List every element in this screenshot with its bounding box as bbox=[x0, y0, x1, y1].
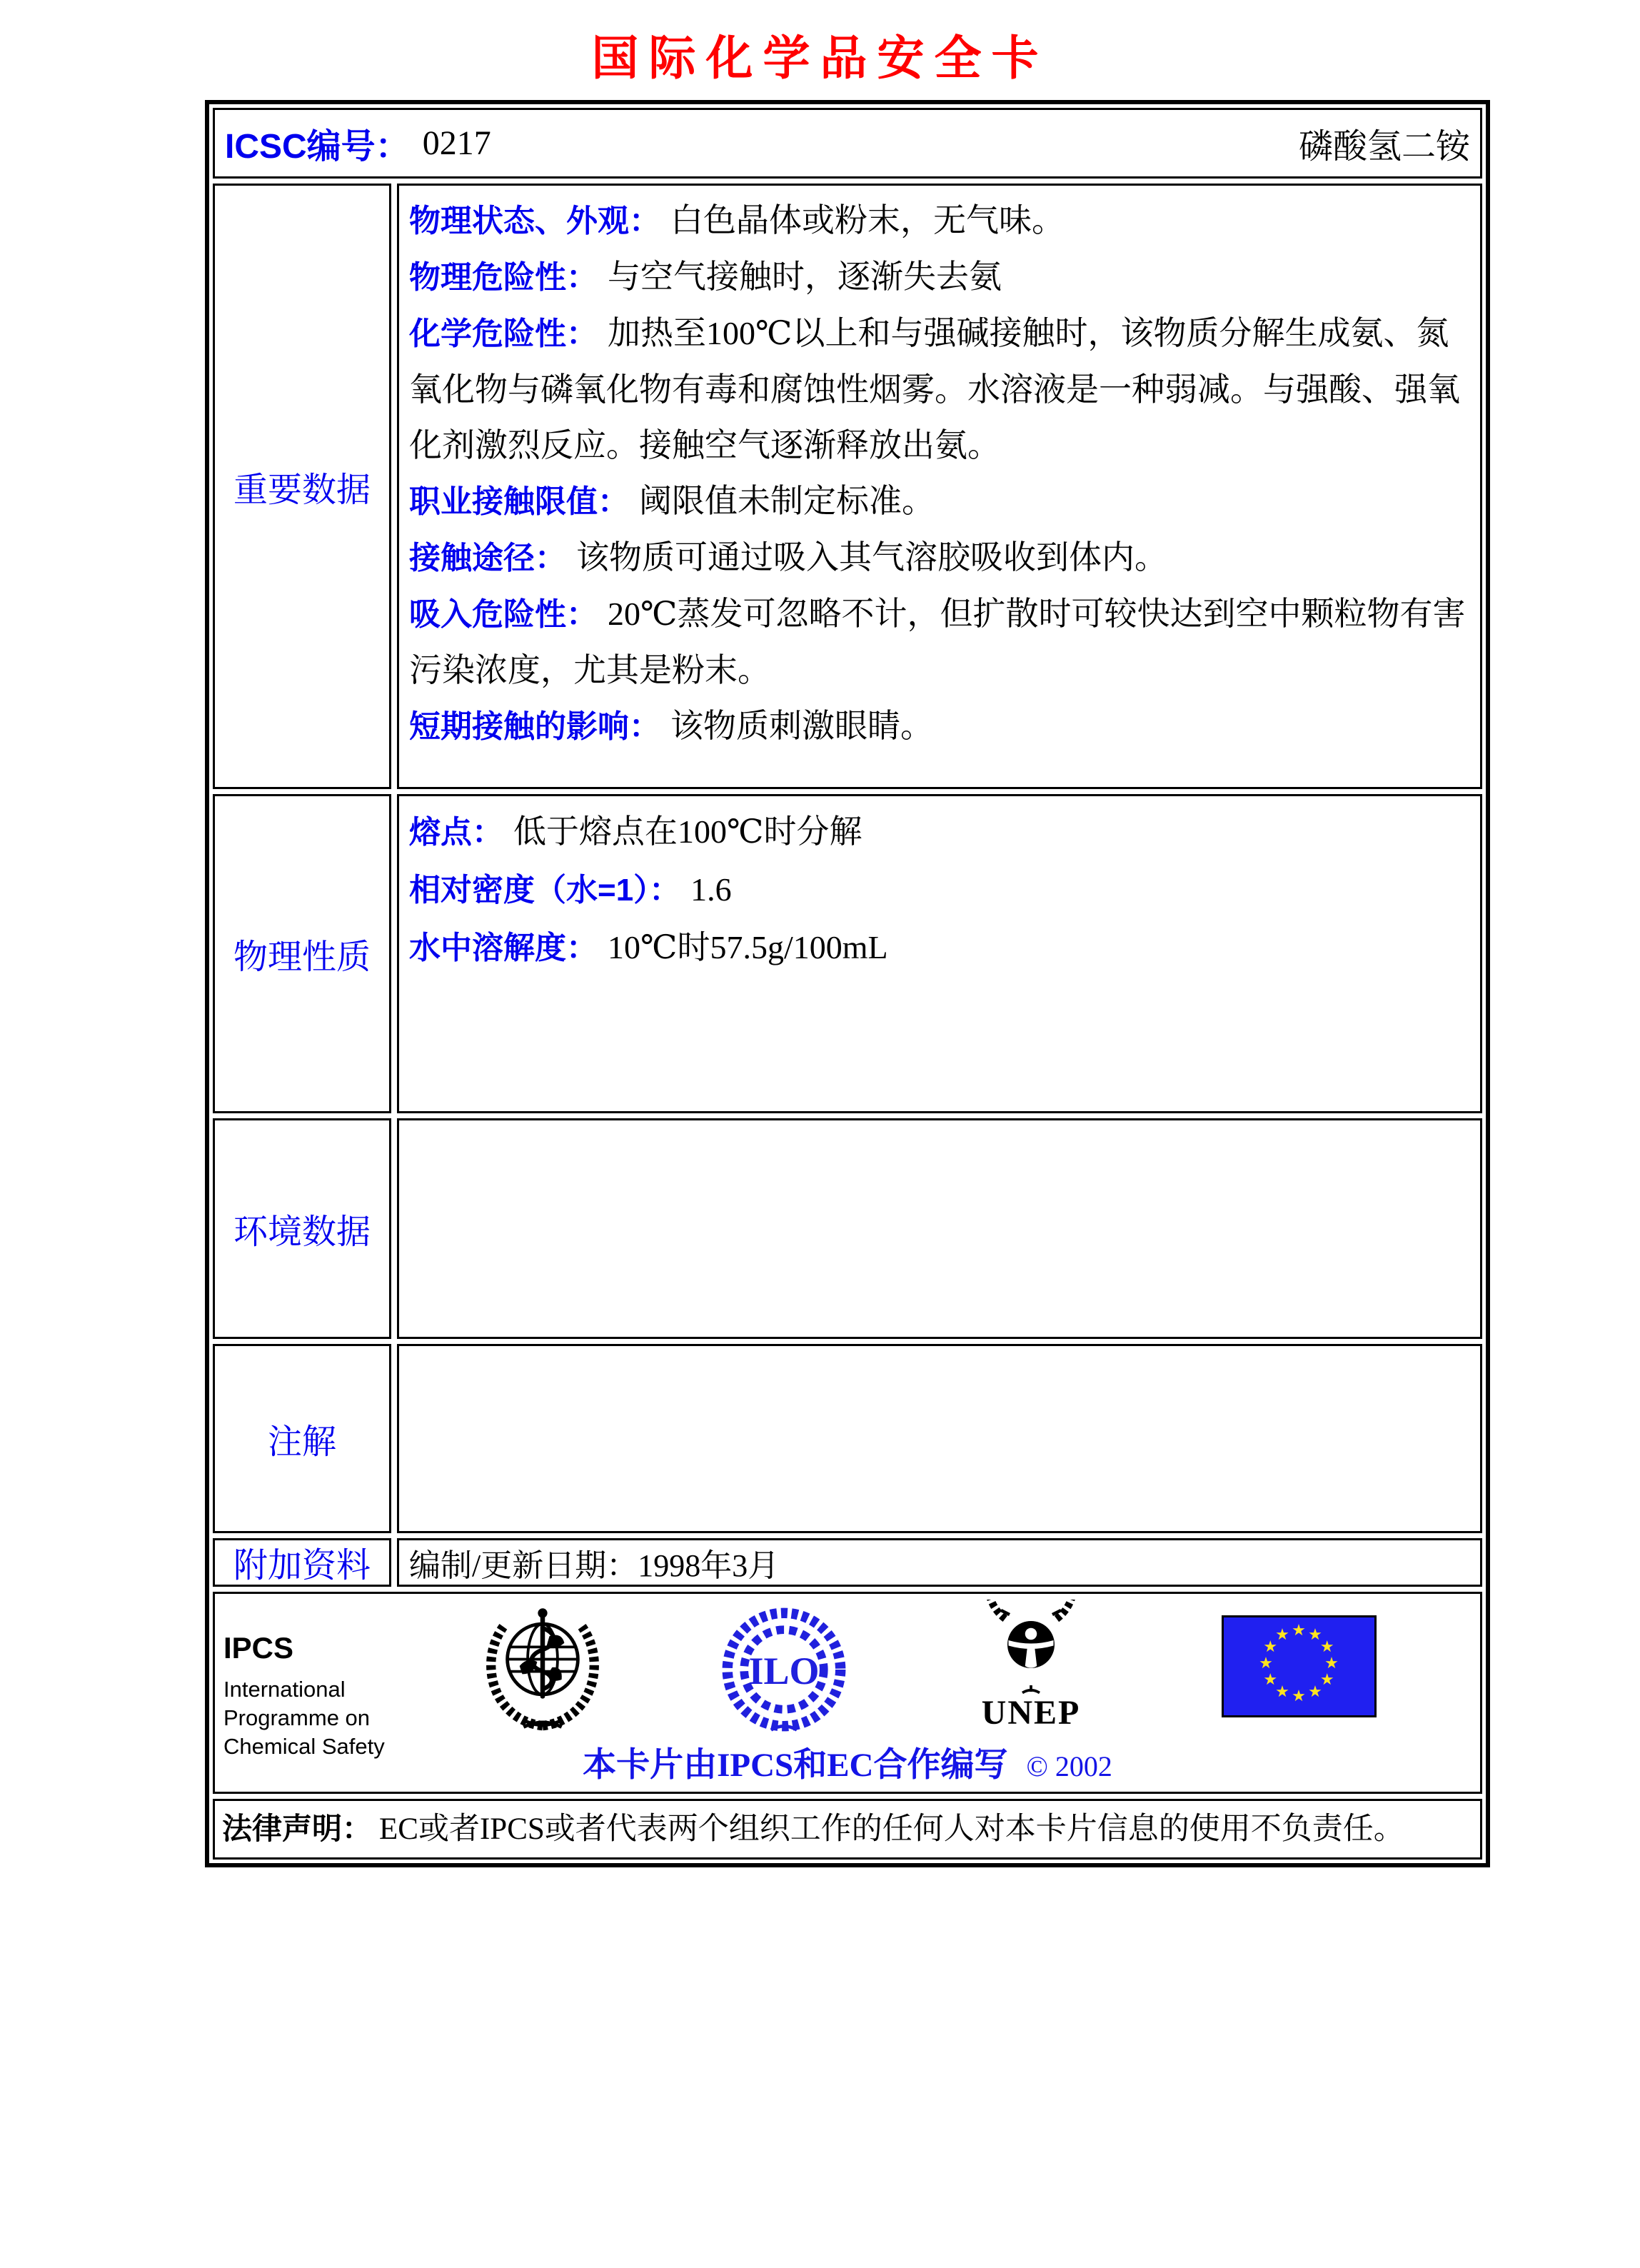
section-notes bbox=[213, 1344, 1482, 1533]
data-item bbox=[409, 473, 1470, 530]
notes-label: 注解 bbox=[213, 1344, 391, 1533]
item-value: 加热至100℃以上和与强碱接触时，该物质分解生成氨、氮氧化物与磷氧化物有毒和腐蚀性烟雾。水溶液是一种弱减。与强酸、强氧化剂激烈反应。接触空气逐渐释放出氨。 bbox=[409, 315, 1460, 464]
important-data-label: 重要数据 bbox=[213, 184, 391, 788]
item-value: 1.6 bbox=[690, 870, 732, 908]
header-cell bbox=[213, 108, 1482, 179]
eu-flag-icon bbox=[1222, 1615, 1377, 1717]
legal-text: EC或者IPCS或者代表两个组织工作的任何人对本卡片信息的使用不负责任。 bbox=[379, 1812, 1404, 1846]
section-environmental-data bbox=[213, 1118, 1482, 1339]
svg-text:★: ★ bbox=[1275, 1682, 1289, 1701]
ipcs-line: Chemical Safety bbox=[223, 1733, 385, 1759]
legal-row bbox=[213, 1799, 1482, 1860]
physical-properties-label: 物理性质 bbox=[213, 794, 391, 1113]
chemical-name: 磷酸氢二铵 bbox=[1298, 128, 1470, 166]
icsc-number-value: 0217 bbox=[422, 124, 491, 163]
section-important-data bbox=[213, 184, 1482, 788]
data-item bbox=[409, 306, 1470, 473]
item-value: 该物质刺激眼睛。 bbox=[670, 708, 933, 745]
item-key: 化学危险性： bbox=[409, 316, 598, 352]
item-value: 白色晶体或粉末，无气味。 bbox=[670, 202, 1065, 239]
who-logo-icon bbox=[475, 1598, 610, 1737]
item-value: 10℃时57.5g/100mL bbox=[608, 928, 888, 965]
item-key: 物理状态、外观： bbox=[409, 204, 660, 239]
data-item bbox=[409, 803, 1470, 861]
item-value: 与空气接触时，逐渐失去氨 bbox=[608, 259, 1002, 296]
notes-content bbox=[397, 1344, 1482, 1533]
copyright-text: © 2002 bbox=[1026, 1750, 1112, 1782]
environmental-data-label: 环境数据 bbox=[213, 1118, 391, 1339]
svg-text:★: ★ bbox=[1319, 1670, 1334, 1689]
data-item bbox=[409, 530, 1470, 586]
safety-card bbox=[205, 100, 1490, 1867]
svg-text:★: ★ bbox=[1263, 1670, 1278, 1689]
additional-info-content bbox=[397, 1538, 1482, 1587]
data-item bbox=[409, 193, 1470, 249]
ilo-letters: ILO bbox=[748, 1649, 820, 1692]
unep-label: UNEP bbox=[981, 1693, 1081, 1732]
svg-text:★: ★ bbox=[1324, 1654, 1339, 1672]
item-key: 水中溶解度： bbox=[409, 930, 598, 965]
data-item bbox=[409, 861, 1470, 919]
caption-text: 本卡片由IPCS和EC合作编写 bbox=[583, 1747, 1008, 1784]
svg-text:★: ★ bbox=[1263, 1637, 1278, 1656]
section-physical-properties bbox=[213, 794, 1482, 1113]
item-key: 物理危险性： bbox=[409, 260, 598, 296]
physical-properties-content bbox=[397, 794, 1482, 1113]
item-key: 职业接触限值： bbox=[409, 484, 629, 520]
legal-cell bbox=[213, 1799, 1482, 1860]
environmental-data-content bbox=[397, 1118, 1482, 1339]
ipcs-line: International bbox=[223, 1676, 346, 1702]
legal-label: 法律声明： bbox=[222, 1812, 373, 1845]
unep-block bbox=[963, 1600, 1099, 1732]
svg-text:★: ★ bbox=[1275, 1625, 1289, 1644]
ilo-logo-icon bbox=[720, 1605, 848, 1737]
svg-text:★: ★ bbox=[1308, 1625, 1322, 1644]
data-item bbox=[409, 698, 1470, 755]
data-item bbox=[409, 919, 1470, 977]
additional-info-label: 附加资料 bbox=[213, 1538, 391, 1587]
item-key: 短期接触的影响： bbox=[409, 709, 660, 745]
cooperation-caption bbox=[215, 1738, 1480, 1786]
item-key: 吸入危险性： bbox=[409, 597, 598, 633]
item-key: 接触途径： bbox=[409, 541, 566, 576]
item-value: 20℃蒸发可忽略不计，但扩散时可较快达到空中颗粒物有害污染浓度，尤其是粉末。 bbox=[409, 596, 1466, 689]
icsc-number-label: ICSC编号： bbox=[225, 128, 410, 166]
important-data-content bbox=[397, 184, 1482, 788]
data-item bbox=[409, 586, 1470, 698]
update-date-text: 编制/更新日期：1998年3月 bbox=[409, 1547, 780, 1583]
section-additional-info bbox=[213, 1538, 1482, 1587]
item-value: 低于熔点在100℃时分解 bbox=[513, 813, 862, 850]
logos-cell bbox=[213, 1592, 1482, 1794]
footer-logos-row bbox=[213, 1592, 1482, 1794]
svg-text:★: ★ bbox=[1259, 1654, 1273, 1672]
item-key: 熔点： bbox=[409, 814, 503, 850]
svg-text:★: ★ bbox=[1292, 1687, 1306, 1705]
item-value: 阈限值未制定标准。 bbox=[639, 483, 935, 520]
data-item bbox=[409, 249, 1470, 306]
ipcs-acronym: IPCS bbox=[223, 1630, 294, 1665]
ipcs-line: Programme on bbox=[223, 1705, 371, 1730]
page-title: 国际化学品安全卡 bbox=[591, 30, 1049, 86]
svg-text:★: ★ bbox=[1319, 1637, 1334, 1656]
svg-text:★: ★ bbox=[1308, 1682, 1322, 1701]
item-value: 该物质可通过吸入其气溶胶吸收到体内。 bbox=[576, 539, 1167, 576]
svg-text:★: ★ bbox=[1292, 1621, 1306, 1640]
header-row bbox=[213, 108, 1482, 179]
item-key: 相对密度（水=1）： bbox=[409, 872, 681, 908]
